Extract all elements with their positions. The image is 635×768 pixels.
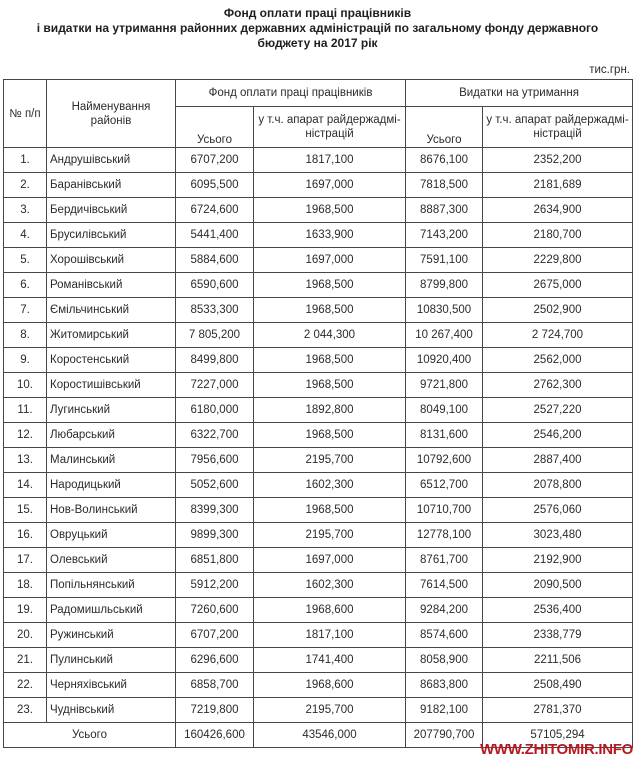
value-cell: 8058,900 [406,648,483,673]
value-cell: 1968,500 [254,498,406,523]
header-wage-total: Усього [176,107,254,148]
table-body [4,148,633,723]
district-name: Романівський [47,273,176,298]
value-cell: 2675,000 [483,273,633,298]
district-name: Лугинський [47,398,176,423]
district-name: Любарський [47,423,176,448]
value-cell: 6180,000 [176,398,254,423]
value-cell: 7956,600 [176,448,254,473]
header-num: № п/п [4,80,47,148]
value-cell: 1968,500 [254,198,406,223]
district-name: Ружинський [47,623,176,648]
value-cell: 1697,000 [254,548,406,573]
district-name: Коростенський [47,348,176,373]
document-title-line-2: і видатки на утримання районних державних адміністрацій по загальному фонду державного [36,21,599,35]
value-cell: 6590,600 [176,273,254,298]
totals-wage-total: 160426,600 [176,723,254,748]
value-cell: 7591,100 [406,248,483,273]
district-name: Черняхівський [47,673,176,698]
row-number: 1. [4,148,47,173]
value-cell: 3023,480 [483,523,633,548]
table-row [4,248,633,273]
value-cell: 2781,370 [483,698,633,723]
table-row [4,198,633,223]
value-cell: 10710,700 [406,498,483,523]
value-cell: 2634,900 [483,198,633,223]
value-cell: 7227,000 [176,373,254,398]
value-cell: 2090,500 [483,573,633,598]
value-cell: 8799,800 [406,273,483,298]
value-cell: 2078,800 [483,473,633,498]
value-cell: 6707,200 [176,148,254,173]
value-cell: 6724,600 [176,198,254,223]
table-row [4,523,633,548]
value-cell: 8887,300 [406,198,483,223]
header-maintenance-total: Усього [406,107,483,148]
value-cell: 9182,100 [406,698,483,723]
district-name: Хорошівський [47,248,176,273]
value-cell: 1817,100 [254,148,406,173]
row-number: 19. [4,598,47,623]
row-number: 9. [4,348,47,373]
value-cell: 6707,200 [176,623,254,648]
table-row [4,698,633,723]
value-cell: 2195,700 [254,698,406,723]
district-name: Ємільчинський [47,298,176,323]
row-number: 7. [4,298,47,323]
table-row [4,423,633,448]
district-name: Пулинський [47,648,176,673]
value-cell: 1817,100 [254,623,406,648]
value-cell: 2195,700 [254,448,406,473]
value-cell: 5441,400 [176,223,254,248]
value-cell: 10792,600 [406,448,483,473]
value-cell: 7614,500 [406,573,483,598]
value-cell: 2576,060 [483,498,633,523]
row-number: 17. [4,548,47,573]
district-name: Чуднівський [47,698,176,723]
value-cell: 7260,600 [176,598,254,623]
value-cell: 2192,900 [483,548,633,573]
row-number: 22. [4,673,47,698]
district-name: Попільнянський [47,573,176,598]
value-cell: 1697,000 [254,173,406,198]
district-name: Народицький [47,473,176,498]
table-header [4,80,633,148]
value-cell: 1968,500 [254,273,406,298]
value-cell: 1741,400 [254,648,406,673]
table-row [4,348,633,373]
value-cell: 9284,200 [406,598,483,623]
value-cell: 6322,700 [176,423,254,448]
value-cell: 7 805,200 [176,323,254,348]
budget-table [3,79,633,748]
value-cell: 8683,800 [406,673,483,698]
value-cell: 5884,600 [176,248,254,273]
value-cell: 1968,600 [254,673,406,698]
row-number: 15. [4,498,47,523]
value-cell: 1968,600 [254,598,406,623]
value-cell: 1968,500 [254,423,406,448]
header-group-wage-fund: Фонд оплати праці працівників [176,80,406,107]
value-cell: 2211,506 [483,648,633,673]
table-row [4,323,633,348]
row-number: 2. [4,173,47,198]
value-cell: 1633,900 [254,223,406,248]
value-cell: 7143,200 [406,223,483,248]
value-cell: 5052,600 [176,473,254,498]
header-row-groups [4,80,633,107]
district-name: Брусилівський [47,223,176,248]
value-cell: 2229,800 [483,248,633,273]
table-row [4,598,633,623]
document-title [0,0,635,51]
document-title-line-3: бюджету на 2017 рік [257,36,378,50]
units-label: тис.грн. [589,64,630,76]
table-row [4,548,633,573]
value-cell: 2762,300 [483,373,633,398]
row-number: 14. [4,473,47,498]
value-cell: 7818,500 [406,173,483,198]
value-cell: 6512,700 [406,473,483,498]
value-cell: 8399,300 [176,498,254,523]
totals-maintenance-apparatus: 57105,294 [483,723,633,748]
district-name: Нов-Волинський [47,498,176,523]
value-cell: 8676,100 [406,148,483,173]
header-wage-apparatus: у т.ч. апарат райдержадмі-ністрацій [254,107,406,148]
value-cell: 10830,500 [406,298,483,323]
value-cell: 2536,400 [483,598,633,623]
row-number: 16. [4,523,47,548]
table-row [4,173,633,198]
value-cell: 2527,220 [483,398,633,423]
row-number: 8. [4,323,47,348]
row-number: 11. [4,398,47,423]
row-number: 3. [4,198,47,223]
value-cell: 6296,600 [176,648,254,673]
table-row [4,223,633,248]
value-cell: 6851,800 [176,548,254,573]
table-row [4,473,633,498]
value-cell: 8131,600 [406,423,483,448]
value-cell: 2546,200 [483,423,633,448]
table-row [4,298,633,323]
value-cell: 8499,800 [176,348,254,373]
value-cell: 9899,300 [176,523,254,548]
value-cell: 5912,200 [176,573,254,598]
value-cell: 1602,300 [254,473,406,498]
value-cell: 6095,500 [176,173,254,198]
value-cell: 12778,100 [406,523,483,548]
value-cell: 9721,800 [406,373,483,398]
value-cell: 2180,700 [483,223,633,248]
value-cell: 1968,500 [254,373,406,398]
value-cell: 2887,400 [483,448,633,473]
header-group-maintenance: Видатки на утримання [406,80,633,107]
row-number: 13. [4,448,47,473]
value-cell: 2 724,700 [483,323,633,348]
value-cell: 10 267,400 [406,323,483,348]
value-cell: 2338,779 [483,623,633,648]
value-cell: 8574,600 [406,623,483,648]
table-row [4,623,633,648]
value-cell: 8049,100 [406,398,483,423]
table-row [4,398,633,423]
header-district: Найменування районів [47,80,176,148]
totals-wage-apparatus: 43546,000 [254,723,406,748]
value-cell: 10920,400 [406,348,483,373]
value-cell: 8761,700 [406,548,483,573]
table-row [4,673,633,698]
row-number: 6. [4,273,47,298]
value-cell: 1968,500 [254,298,406,323]
value-cell: 2181,689 [483,173,633,198]
value-cell: 2562,000 [483,348,633,373]
totals-maintenance-total: 207790,700 [406,723,483,748]
district-name: Малинський [47,448,176,473]
row-number: 12. [4,423,47,448]
table-row [4,573,633,598]
value-cell: 2195,700 [254,523,406,548]
row-number: 20. [4,623,47,648]
row-number: 5. [4,248,47,273]
district-name: Баранівський [47,173,176,198]
district-name: Овруцький [47,523,176,548]
table-row [4,448,633,473]
district-name: Бердичівський [47,198,176,223]
header-maintenance-apparatus: у т.ч. апарат райдержадмі-ністрацій [483,107,633,148]
site-watermark: WWW.ZHITOMIR.INFO [480,741,633,758]
value-cell: 1602,300 [254,573,406,598]
value-cell: 2502,900 [483,298,633,323]
district-name: Олевський [47,548,176,573]
value-cell: 1892,800 [254,398,406,423]
value-cell: 6858,700 [176,673,254,698]
district-name: Житомирський [47,323,176,348]
row-number: 10. [4,373,47,398]
row-number: 18. [4,573,47,598]
value-cell: 2 044,300 [254,323,406,348]
document-title-line-1: Фонд оплати праці працівників [223,6,412,20]
value-cell: 2352,200 [483,148,633,173]
table-row [4,498,633,523]
value-cell: 7219,800 [176,698,254,723]
district-name: Андрушівський [47,148,176,173]
table-row [4,373,633,398]
totals-label: Усього [4,723,176,748]
district-name: Коростишівський [47,373,176,398]
row-number: 21. [4,648,47,673]
value-cell: 1968,500 [254,348,406,373]
row-number: 23. [4,698,47,723]
value-cell: 1697,000 [254,248,406,273]
table-row [4,648,633,673]
table-row [4,273,633,298]
row-number: 4. [4,223,47,248]
value-cell: 8533,300 [176,298,254,323]
district-name: Радомишльський [47,598,176,623]
table-row [4,148,633,173]
value-cell: 2508,490 [483,673,633,698]
